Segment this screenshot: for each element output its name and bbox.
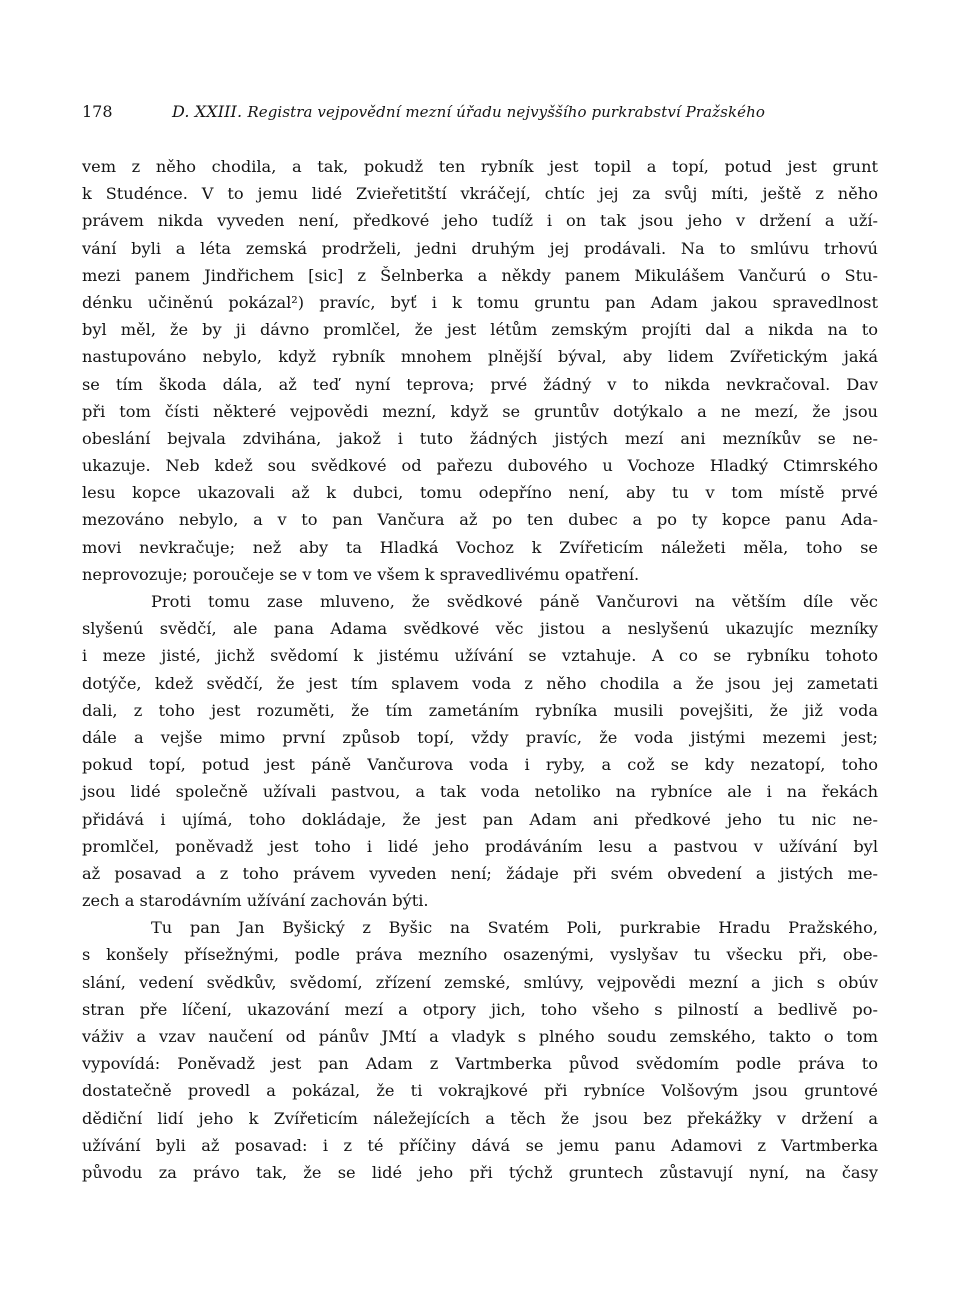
text-line: přidává i ujímá, toho dokládaje, že jest pan Adam ani předkové jeho tu nic ne- xyxy=(82,809,878,829)
running-title xyxy=(172,102,765,121)
text-line: k Studénce. V to jemu lidé Zvieřetitští vkráčejí, chtíc jej za svůj míti, ještě z něho xyxy=(82,184,878,204)
text-line: dostatečně provedl a pokázal, že ti vokrajkové při rybníce Volšovým jsou gruntové xyxy=(82,1081,878,1101)
chapter-title: Registra vejpovědní mezní úřadu nejvyššího purkrabství Pražského xyxy=(247,103,766,121)
text-line: byl měl, že by ji dávno promlčel, že jest létům zemským projíti dal a nikda na to xyxy=(82,320,878,340)
text-line: dénku učiněnú pokázal²) pravíc, byť i k tomu gruntu pan Adam jakou spravedlnost xyxy=(82,292,878,312)
text-line: nastupováno nebylo, když rybník mnohem plnější býval, aby lidem Zvířetickým jaká xyxy=(82,347,878,367)
text-line: dali, z toho jest rozuměti, že tím zametáním rybníka musili povejšiti, že již voda xyxy=(82,700,878,720)
text-line: obeslání bejvala zdvihána, jakož i tuto žádných jistých mezí ani mezníkův se ne- xyxy=(82,428,878,448)
text-line: dotýče, kdež svědčí, že jest tím splavem voda z něho chodila a že jsou jej zametati xyxy=(82,673,878,693)
text-line: při tom čísti některé vejpovědi mezní, když se gruntův dotýkalo a ne mezí, že jsou xyxy=(82,401,878,421)
text-line: jsou lidé společně užívali pastvou, a tak voda netoliko na rybníce ale i na řekách xyxy=(82,782,878,802)
text-line: movi nevkračuje; než aby ta Hladká Vochoz k Zvířeticím náležeti měla, toho se xyxy=(82,537,878,557)
book-page xyxy=(82,102,878,1186)
text-line: neprovozuje; poroučeje se v tom ve všem k spravedlivému opatření. xyxy=(82,564,640,584)
chapter-label: D. XXIII. xyxy=(172,102,243,121)
text-line: pokud topí, potud jest páně Vančurova voda i ryby, a což se kdy nezatopí, toho xyxy=(82,755,878,775)
body-text xyxy=(82,153,878,1186)
text-line: vání byli a léta zemská prodrželi, jedni druhým jej prodávali. Na to smlúvu trhovú xyxy=(82,238,878,258)
text-line: vem z něho chodila, a tak, pokudž ten rybník jest topil a topí, potud jest grunt xyxy=(82,157,878,176)
text-line: slání, vedení svědkův, svědomí, zřízení zemské, smlúvy, vejpovědi mezní a jich s obúv xyxy=(82,972,878,992)
text-line: právem nikda vyveden není, předkové jeho tudíž i on tak jsou jeho v držení a uží- xyxy=(82,211,878,231)
text-line: Tu pan Jan Byšický z Byšic na Svatém Poli, purkrabie Hradu Pražského, xyxy=(151,918,878,938)
text-line: váživ a vzav naučení od pánův JMtí a vladyk s plného soudu zemského, takto o tom xyxy=(82,1027,878,1046)
text-line: mezi panem Jindřichem [sic] z Šelnberka a někdy panem Mikulášem Vančurú o Stu- xyxy=(82,265,878,285)
text-line: stran pře líčení, ukazování mezí a otpory jich, toho všeho s pilností a bedlivě po- xyxy=(82,999,878,1019)
text-line: s konšely přísežnými, podle práva mezního osazenými, vyslyšav tu všecku při, obe- xyxy=(82,945,878,965)
text-line: dědiční lidí jeho k Zvířeticím náležejících a těch že jsou bez překážky v držení a xyxy=(82,1108,878,1128)
text-line: zech a starodávním užívání zachován býti. xyxy=(82,891,429,911)
text-line: lesu kopce ukazovali až k dubci, tomu odepříno není, aby tu v tom místě prvé xyxy=(82,483,878,503)
text-line: užívání byli až posavad: i z té příčiny dává se jemu panu Adamovi z Vartmberka xyxy=(82,1135,878,1155)
page-number: 178 xyxy=(82,102,113,121)
text-line: i meze jisté, jichž svědomí k jistému užívání se vztahuje. A co se rybníku tohoto xyxy=(82,646,878,666)
text-line: ukazuje. Neb kdež sou svědkové od pařezu dubového u Vochoze Hladký Ctimrského xyxy=(82,456,878,476)
text-line: dále a vejše mimo první způsob topí, vždy pravíc, že voda jistými mezemi jest; xyxy=(82,727,878,747)
running-head xyxy=(82,102,878,132)
text-line: vypovídá: Poněvadž jest pan Adam z Vartmberka původ svědomím podle práva to xyxy=(82,1054,878,1074)
text-line: až posavad a z toho právem vyveden není; žádaje při svém obvedení a jistých me- xyxy=(82,863,878,883)
text-line: slyšenú svědčí, ale pana Adama svědkové věc jistou a neslyšenú ukazujíc mezníky xyxy=(82,619,878,639)
text-line: Proti tomu zase mluveno, že svědkové páně Vančurovi na větším díle věc xyxy=(151,592,878,611)
text-line: promlčel, poněvadž jest toho i lidé jeho prodáváním lesu a pastvou v užívání byl xyxy=(82,836,878,856)
text-line: mezováno nebylo, a v to pan Vančura až po ten dubec a po ty kopce panu Ada- xyxy=(82,510,878,530)
text-line: se tím škoda dála, až teď nyní teprova; prvé žádný v to nikda nevkračoval. Dav xyxy=(82,374,878,394)
text-line: původu za právo tak, že se lidé jeho při týchž gruntech zůstavují nyní, na časy xyxy=(82,1162,878,1182)
